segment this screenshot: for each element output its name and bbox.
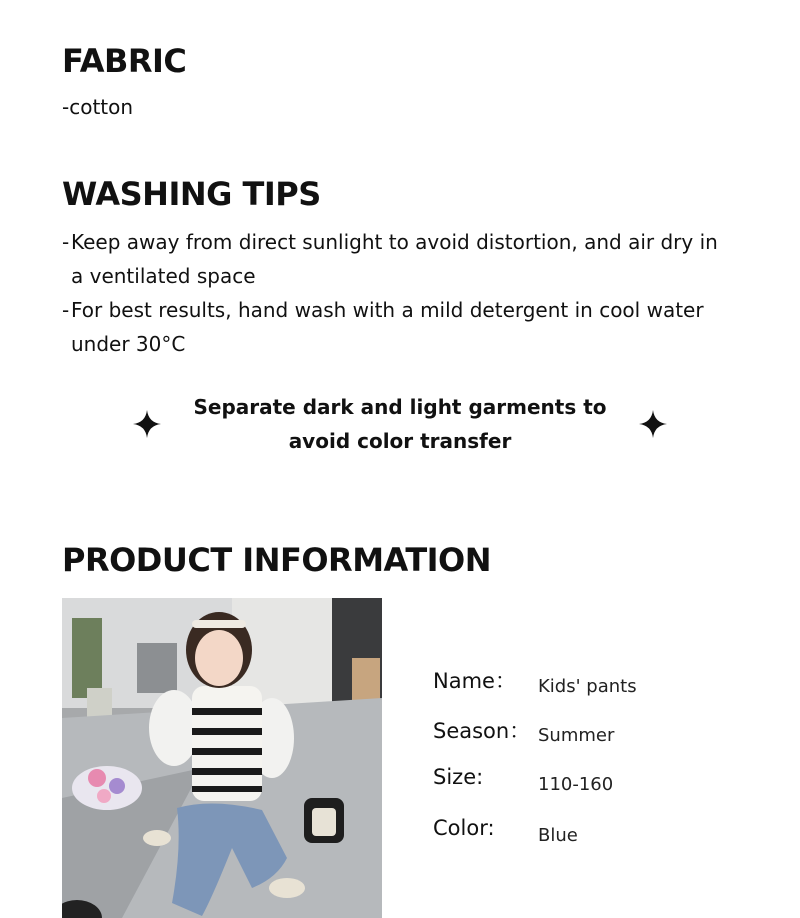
washing-tips-heading: WASHING TIPS	[62, 175, 321, 213]
info-key: Size:	[433, 765, 484, 789]
product-photo-illustration	[62, 598, 382, 918]
bullet-dash: -	[62, 298, 70, 322]
washing-tip-item	[62, 293, 722, 361]
fabric-heading: FABRIC	[62, 42, 187, 80]
info-key: Season：	[433, 719, 531, 743]
washing-tip-text: Keep away from direct sunlight to avoid distortion, and air dry in a ventilated space	[71, 230, 718, 288]
info-value: Kids' pants	[538, 676, 637, 697]
info-value: 110-160	[538, 774, 614, 795]
sparkle-left-icon	[132, 409, 162, 439]
washing-tip-item	[62, 225, 722, 293]
info-value: Blue	[538, 825, 578, 846]
washing-tip-text: For best results, hand wash with a mild detergent in cool water under 30°C	[71, 298, 704, 356]
bullet-dash: -	[62, 230, 70, 254]
washing-tips-list	[62, 225, 722, 361]
info-key: Name：	[433, 669, 516, 693]
color-transfer-tip: Separate dark and light garments to avoid color transfer	[193, 395, 607, 453]
fabric-text: -cotton	[62, 95, 134, 119]
sparkle-right-icon	[638, 409, 668, 439]
info-key: Color:	[433, 816, 495, 840]
product-info-heading: PRODUCT INFORMATION	[62, 541, 492, 579]
product-photo	[62, 598, 382, 918]
info-value: Summer	[538, 725, 615, 746]
